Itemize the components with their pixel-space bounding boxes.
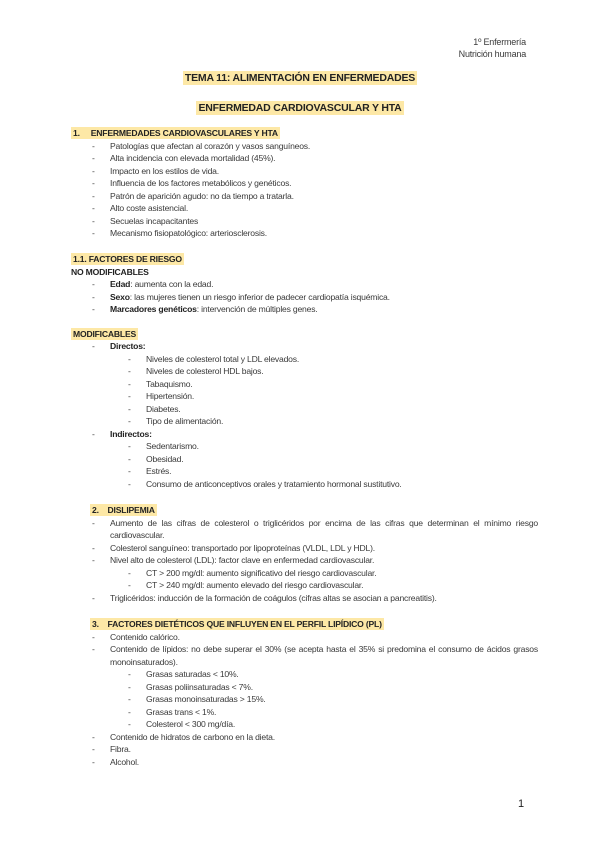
item-text: Sedentarismo. [146,441,199,451]
item-text: CT > 200 mg/dl: aumento significativo del riesgo cardiovascular. [146,567,377,578]
bullet: - [92,190,95,201]
item-text: Nivel alto de colesterol (LDL): factor clave en enfermedad cardiovascular. [110,555,375,565]
heading-highlight [90,504,157,516]
bullet: - [128,403,131,414]
bullet: - [92,279,95,289]
item-desc: : las mujeres tienen un riesgo inferior de padecer cardiopatía isquémica. [129,291,390,302]
list-item [0,227,600,240]
section-heading [0,127,600,140]
list-item [0,554,600,567]
bullet: - [128,366,131,376]
item-text: Obesidad. [146,453,184,464]
title-text: TEMA 11: ALIMENTACIÓN EN ENFERMEDADES [184,72,416,84]
item-text [110,292,390,302]
bullet: - [128,567,131,578]
bullet: - [128,378,131,389]
item-label: Edad [110,279,131,289]
list-item [0,428,600,441]
item-text: Grasas monoinsaturadas > 15%. [146,694,266,704]
bullet: - [128,353,131,364]
section-heading [0,618,600,631]
item-desc: : intervención de múltiples genes. [196,304,318,314]
list-item [0,592,600,605]
item-text: Consumo de anticonceptivos orales y tratamiento hormonal sustitutivo. [146,478,402,489]
subtitle-text: ENFERMEDAD CARDIOVASCULAR Y HTA [198,102,402,114]
section-number: 3. [92,619,99,629]
bullet: - [92,542,95,553]
item-text: Alta incidencia con elevada mortalidad (45%). [110,153,276,163]
document-title [0,72,600,84]
bullet: - [128,669,131,679]
list-item [0,278,600,291]
list-item [0,718,600,731]
list-item [0,478,600,491]
item-text: Tipo de alimentación. [146,416,224,426]
item-text: Tabaquismo. [146,378,193,389]
item-text: Contenido calórico. [110,631,180,642]
section-1-1 [0,253,600,490]
list-item [0,415,600,428]
group-heading [0,266,600,279]
bullet: - [92,291,95,302]
section-title: ENFERMEDADES CARDIOVASCULARES Y HTA [90,128,278,138]
list-item [0,215,600,228]
item-text: Alto coste asistencial. [110,203,189,213]
item-text: Patologías que afectan al corazón y vasos sanguíneos. [110,140,311,151]
bullet: - [92,555,95,565]
item-text: Aumento de las cifras de colesterol o triglicéridos por encima de las cifras que determinan el mínimo riesgo cardiovascular. [110,517,538,540]
item-text: Alcohol. [110,756,139,767]
bullet: - [128,706,131,717]
list-item [0,378,600,391]
item-text [110,279,213,289]
list-item [0,165,600,178]
bullet: - [128,681,131,692]
section-title: DISLIPEMIA [107,505,155,515]
bullet: - [128,441,131,451]
item-text [110,304,318,314]
list-item [0,631,600,644]
bullet: - [92,592,95,603]
list-item [0,390,600,403]
item-text: CT > 240 mg/dl: aumento elevado del riesgo cardiovascular. [146,580,364,590]
bullet: - [92,228,95,238]
bullet: - [128,391,131,401]
section-number: 1. [73,128,80,138]
group-title: MODIFICABLES [73,328,137,339]
item-desc: : aumenta con la edad. [130,279,214,289]
list-item [0,465,600,478]
bullet: - [92,304,95,314]
list-item [0,643,600,668]
list-item [0,567,600,580]
bullet: - [92,215,95,226]
list-item [0,693,600,706]
item-text: Triglicéridos: inducción de la formación de coágulos (cifras altas se asocian a pancreatitis). [110,592,437,603]
item-text: Diabetes. [146,403,181,414]
bullet: - [92,756,95,767]
bullet: - [128,478,131,489]
subsection-heading [0,253,600,266]
item-text: Niveles de colesterol HDL bajos. [146,366,264,376]
item-label: Marcadores genéticos [110,304,197,314]
item-text: Niveles de colesterol total y LDL elevados. [146,353,300,364]
page-number: 1 [518,798,524,810]
list-item [0,756,600,769]
list-item [0,202,600,215]
group-heading [0,328,600,341]
bullet: - [92,631,95,642]
bullet: - [128,416,131,426]
item-text: Contenido de lípidos: no debe superar el 30% (se acepta hasta el 35% si predomina el consumo de ácidos grasos monoinsaturados). [110,644,538,667]
list-item [0,403,600,416]
list-item [0,743,600,756]
item-text: Fibra. [110,744,131,754]
list-item [0,291,600,304]
heading-highlight [90,618,384,630]
section-number: 2. [92,505,99,515]
item-label: Indirectos: [110,428,152,439]
list-item [0,365,600,378]
heading-highlight [71,127,280,139]
section-1 [0,127,600,240]
item-text: Colesterol sanguíneo: transportado por lipoproteínas (VLDL, LDL y HDL). [110,542,375,553]
item-text: Patrón de aparición agudo: no da tiempo a tratarla. [110,190,294,201]
list-item [0,706,600,719]
list-item [0,440,600,453]
item-text: Mecanismo fisiopatológico: arteriosclerosis. [110,228,267,238]
bullet: - [92,178,95,188]
list-item [0,303,600,316]
bullet: - [128,466,131,476]
list-item [0,140,600,153]
list-item [0,517,600,542]
item-text: Colesterol < 300 mg/día. [146,719,236,729]
item-text: Hipertensión. [146,391,195,401]
bullet: - [92,517,95,528]
section-3 [0,618,600,768]
item-label: Sexo [110,291,130,302]
item-text: Impacto en los estilos de vida. [110,165,219,176]
list-item [0,353,600,366]
bullet: - [128,453,131,464]
list-item [0,152,600,165]
bullet: - [128,580,131,590]
subsection-title: 1.1. FACTORES DE RIESGO [73,254,182,264]
list-item [0,177,600,190]
list-item [0,681,600,694]
bullet: - [128,694,131,704]
item-text: Grasas poliinsaturadas < 7%. [146,681,253,692]
item-text: Secuelas incapacitantes [110,215,199,226]
page-header [459,36,526,60]
group-title: NO MODIFICABLES [71,266,149,277]
item-label: Directos: [110,341,146,351]
bullet: - [128,719,131,729]
bullet: - [92,644,95,654]
section-title: FACTORES DIETÉTICOS QUE INFLUYEN EN EL PERFIL LIPÍDICO (PL) [107,619,382,629]
list-item [0,579,600,592]
item-text: Grasas trans < 1%. [146,706,217,717]
bullet: - [92,731,95,742]
item-text: Contenido de hidratos de carbono en la dieta. [110,731,275,742]
bullet: - [92,744,95,754]
header-course: 1º Enfermería [473,37,526,47]
bullet: - [92,341,95,351]
item-text: Estrés. [146,466,172,476]
list-item [0,731,600,744]
list-item [0,453,600,466]
section-2 [0,504,600,604]
list-item [0,340,600,353]
list-item [0,190,600,203]
bullet: - [92,153,95,163]
bullet: - [92,165,95,176]
document-subtitle [0,102,600,114]
bullet: - [92,428,95,439]
bullet: - [92,203,95,213]
item-text: Influencia de los factores metabólicos y genéticos. [110,178,292,188]
section-heading [0,504,600,517]
list-item [0,668,600,681]
bullet: - [92,140,95,151]
header-subject: Nutrición humana [458,49,526,59]
item-text: Grasas saturadas < 10%. [146,669,239,679]
list-item [0,542,600,555]
